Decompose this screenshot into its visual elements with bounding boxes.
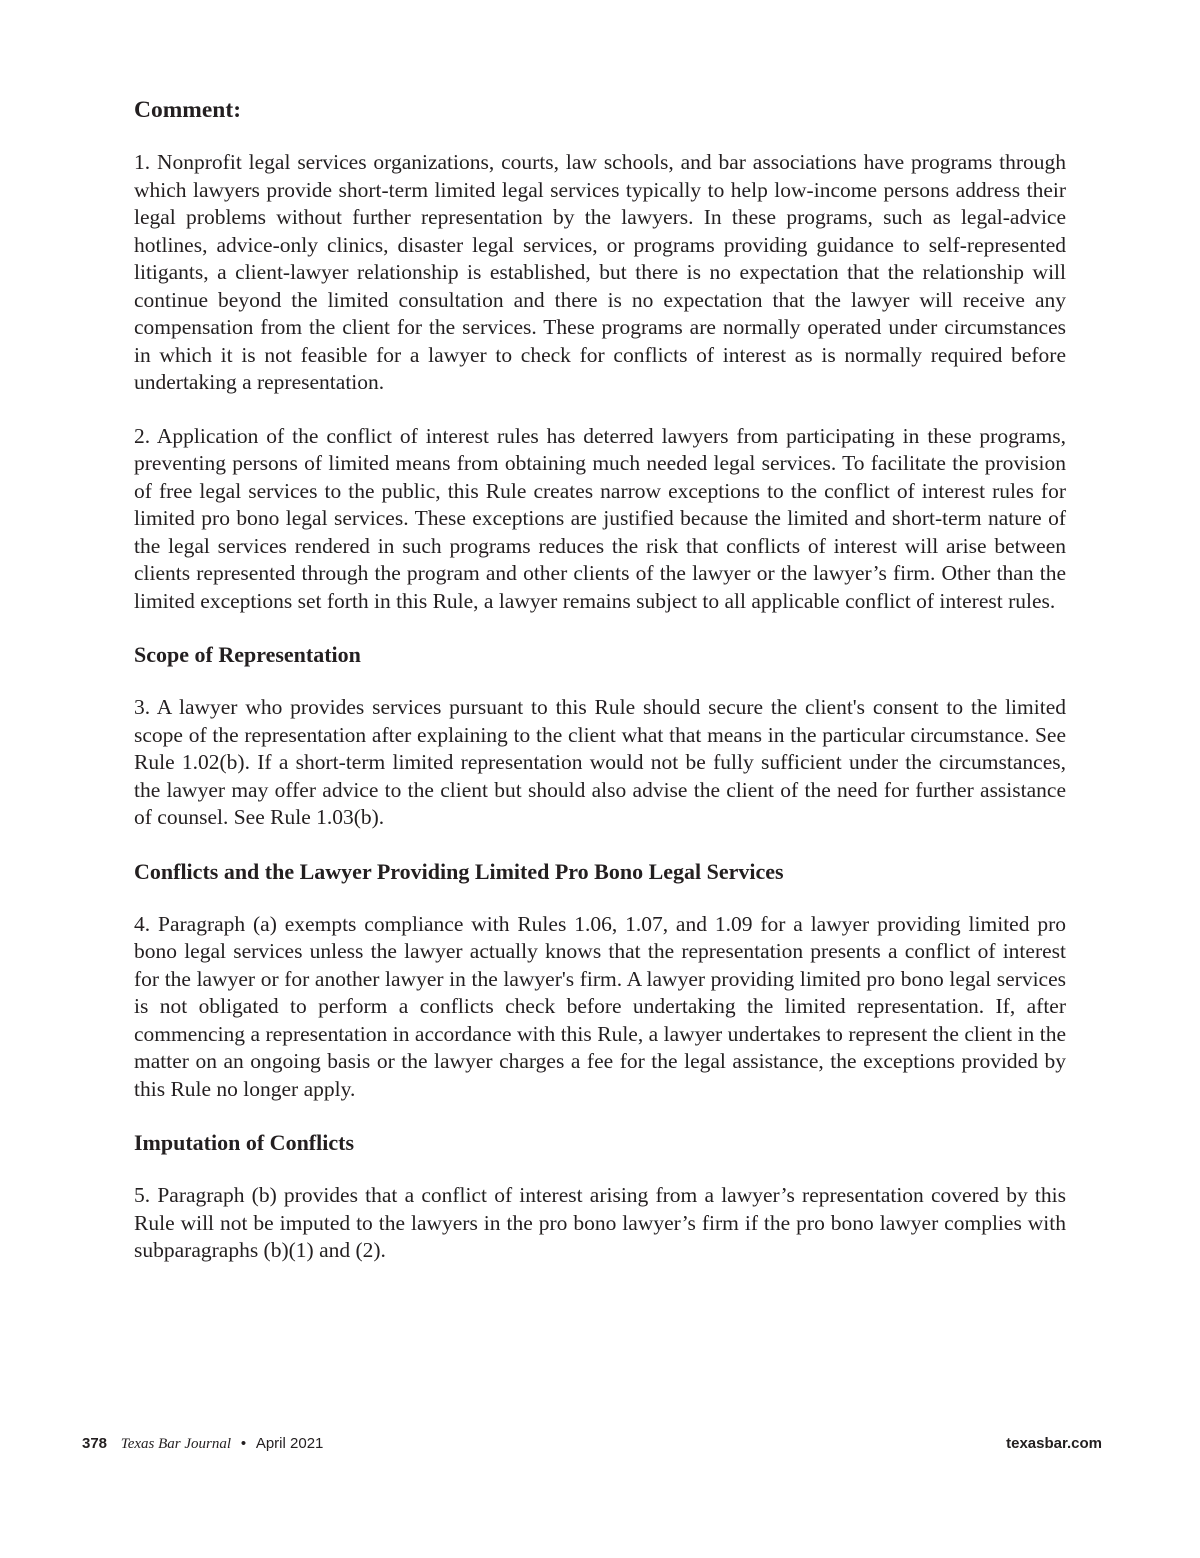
scope-heading: Scope of Representation: [134, 642, 361, 667]
conflicts-heading: Conflicts and the Lawyer Providing Limited Pro Bono Legal Services: [134, 858, 784, 884]
paragraph-3: 3. A lawyer who provides services pursuant to this Rule should secure the client's consent to the limited scope of the representation after explaining to the client what that means in the particular circumstance. See Rule 1.02(b). If a short-term limited representation would not be fully sufficient under the circumstances, the lawyer may offer advice to the client but should also advise the client of the need for further assistance of counsel. See Rule 1.03(b).: [134, 695, 1066, 829]
footer-left: [82, 1433, 323, 1455]
footer-bullet: •: [240, 1435, 247, 1452]
journal-name: Texas Bar Journal: [120, 1436, 232, 1452]
page-number: 378: [82, 1435, 108, 1452]
document-body: [134, 96, 1066, 1265]
website-link[interactable]: texasbar.com: [1006, 1435, 1102, 1452]
imputation-heading: Imputation of Conflicts: [134, 1130, 355, 1155]
page-footer: [82, 1433, 1102, 1455]
paragraph-1: 1. Nonprofit legal services organizations, courts, law schools, and bar associations have programs through which lawyers provide short-term limited legal services typically to help low-income persons address their legal problems without further representation by the lawyers. In these programs, such as legal-advice hotlines, advice-only clinics, disaster legal services, or programs providing guidance to self-represented litigants, a client-lawyer relationship is established, but there is no expectation that the relationship will continue beyond the limited consultation and there is no expectation that the lawyer will receive any compensation from the client for the services. These programs are normally operated under circumstances in which it is not feasible for a lawyer to check for conflicts of interest as is normally required before undertaking a representation.: [134, 150, 1066, 394]
issue-date: April 2021: [255, 1435, 324, 1452]
paragraph-4: 4. Paragraph (a) exempts compliance with Rules 1.06, 1.07, and 1.09 for a lawyer providing limited pro bono legal services unless the lawyer actually knows that the representation presents a conflict of interest for the lawyer or for another lawyer in the lawyer's firm. A lawyer providing limited pro bono legal services is not obligated to perform a conflicts check before undertaking the limited representation. If, after commencing a representation in accordance with this Rule, a lawyer undertakes to represent the client in the matter on an ongoing basis or the lawyer charges a fee for the legal assistance, the exceptions provided by this Rule no longer apply.: [134, 911, 1066, 1101]
paragraph-2: 2. Application of the conflict of interest rules has deterred lawyers from participating in these programs, preventing persons of limited means from obtaining much needed legal services. To facilitate the provision of free legal services to the public, this Rule creates narrow exceptions to the conflict of interest rules for limited pro bono legal services. These exceptions are justified because the limited and short-term nature of the legal services rendered in such programs reduces the risk that conflicts of interest will arise between clients represented through the program and other clients of the lawyer or the lawyer’s firm. Other than the limited exceptions set forth in this Rule, a lawyer remains subject to all applicable conflict of interest rules.: [134, 423, 1066, 613]
comment-heading: Comment:: [134, 97, 242, 123]
paragraph-5: 5. Paragraph (b) provides that a conflict of interest arising from a lawyer’s representation covered by this Rule will not be imputed to the lawyers in the pro bono lawyer’s firm if the pro bono lawyer complies with subparagraphs (b)(1) and (2).: [134, 1183, 1066, 1262]
